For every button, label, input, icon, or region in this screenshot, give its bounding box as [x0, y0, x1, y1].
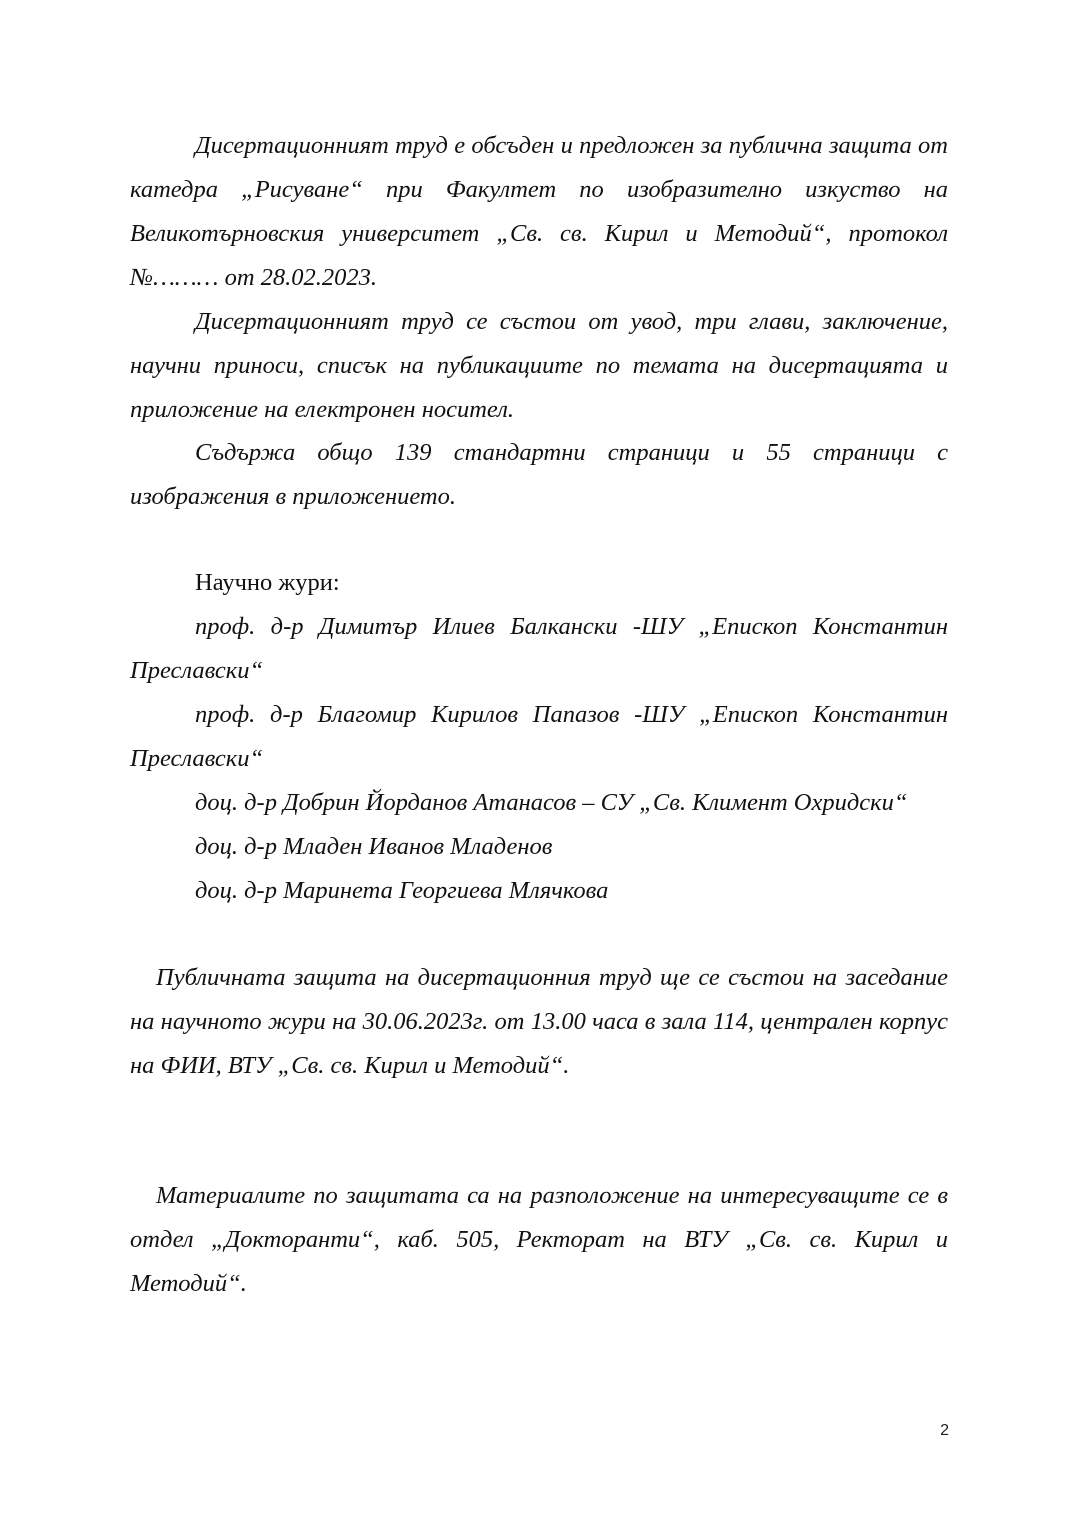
jury-member: доц. д-р Маринета Георгиева Млячкова — [195, 877, 609, 904]
jury-heading: Научно жури: — [195, 569, 340, 596]
jury-member: доц. д-р Младен Иванов Младенов — [195, 833, 553, 860]
jury-member: доц. д-р Добрин Йорданов Атанасов – СУ „Св. Климент Охридски“ — [195, 789, 908, 816]
paragraph-page-count: Съдържа общо 139 стандартни страници и 55 страници с изображения в приложението. — [130, 439, 948, 510]
page-number: 2 — [940, 1422, 949, 1439]
jury-list — [130, 605, 948, 913]
paragraph-public-defense: Публичната защита на дисертационния труд ще се състои на заседание на научното жури на 30.06.2023г. от 13.00 часа в зала 114, централен корпус на ФИИ, ВТУ „Св. св. Кирил и Методий“. — [130, 964, 948, 1079]
paragraph-materials: Материалите по защитата са на разположение на интересуващите се в отдел „Докторанти“, каб. 505, Ректорат на ВТУ „Св. св. Кирил и Методий“. — [130, 1182, 948, 1297]
jury-member: проф. д-р Благомир Кирилов Папазов -ШУ „Епископ Константин Преславски“ — [130, 701, 948, 772]
paragraph-discussion: Дисертационният труд е обсъден и предложен за публична защита от катедра „Рисуване“ при Факултет по изобразително изкуство на Великотърновския университет „Св. св. Кирил и Методий“, протокол №……… от 28.02.2023. — [130, 132, 948, 291]
paragraph-structure: Дисертационният труд се състои от увод, три глави, заключение, научни приноси, списък на публикациите по темата на дисертацията и приложение на електронен носител. — [130, 308, 948, 423]
jury-member: проф. д-р Димитър Илиев Балкански -ШУ „Епископ Константин Преславски“ — [130, 613, 948, 684]
